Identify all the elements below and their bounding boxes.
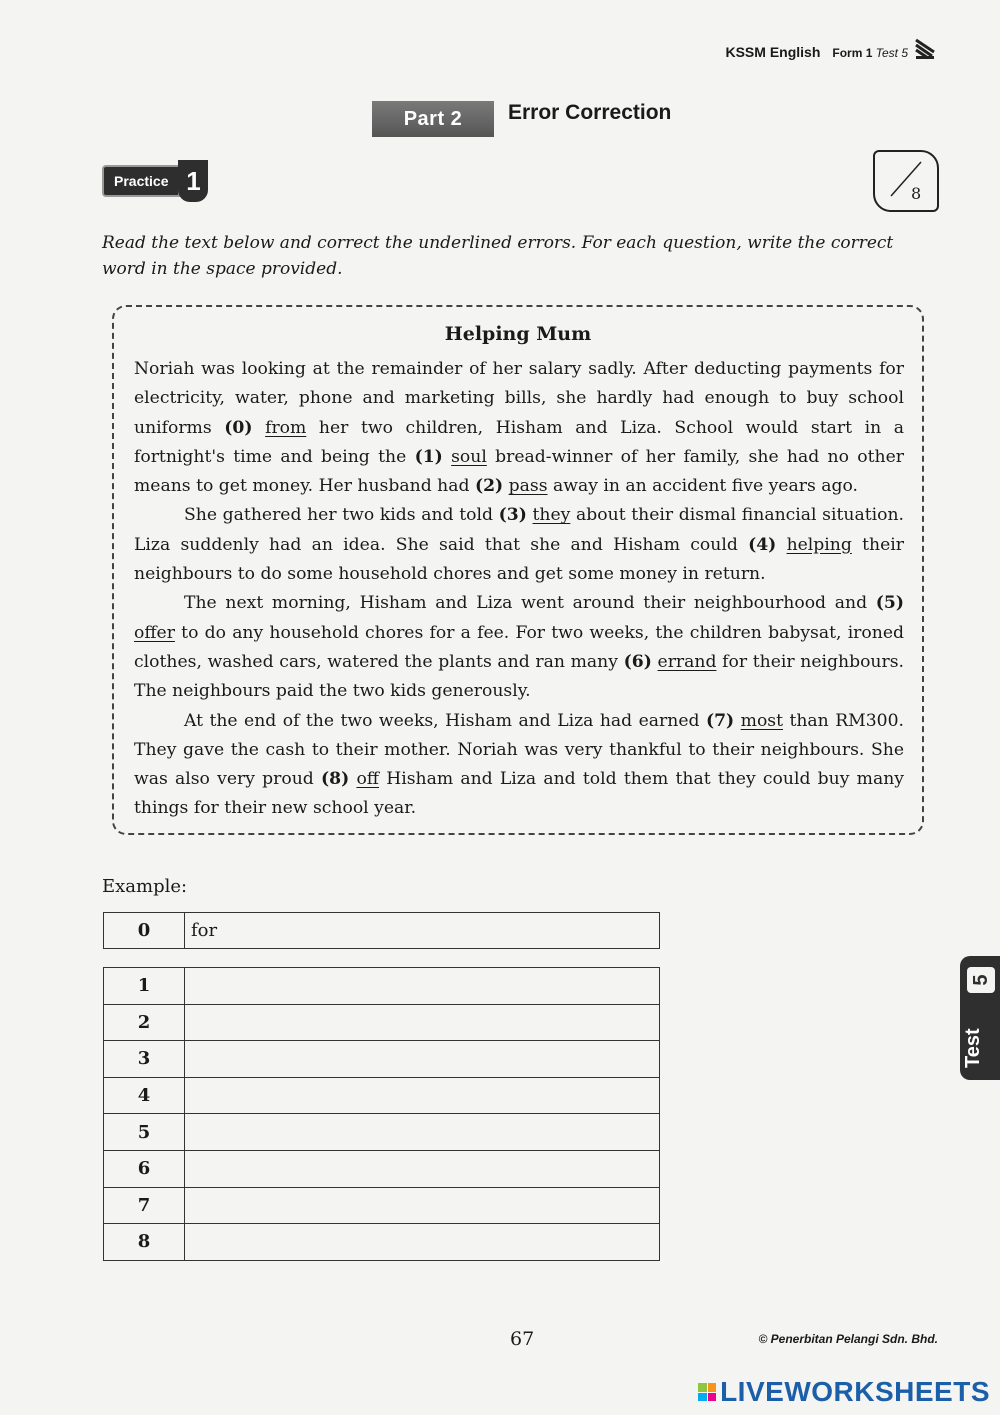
underlined-error-1: soul [451, 446, 487, 467]
table-row [104, 1041, 660, 1078]
practice-badge [102, 163, 208, 199]
answer-number: 8 [104, 1224, 185, 1261]
underlined-error-4: helping [786, 534, 852, 555]
watermark-text: LIVEWORKSHEETS [720, 1376, 990, 1407]
practice-number: 1 [178, 160, 208, 202]
running-header [725, 44, 908, 60]
underlined-error-5: offer [134, 622, 175, 643]
answer-field-2[interactable] [185, 1004, 660, 1041]
test-side-tab [960, 956, 1000, 1080]
answer-number: 4 [104, 1077, 185, 1114]
part-badge: Part 2 [372, 101, 494, 137]
passage-text [134, 355, 904, 824]
answer-field-3[interactable] [185, 1041, 660, 1078]
table-row [104, 1187, 660, 1224]
underlined-error-7: most [740, 710, 784, 731]
section-title: Error Correction [508, 101, 672, 124]
score-total: 8 [911, 184, 922, 203]
passage-title: Helping Mum [444, 323, 592, 345]
example-answer: for [185, 913, 660, 949]
side-tab-number: 5 [967, 967, 995, 993]
page-number: 67 [510, 1328, 535, 1350]
table-row [104, 1077, 660, 1114]
answer-field-6[interactable] [185, 1150, 660, 1187]
book-title: KSSM English [725, 44, 821, 60]
answer-number: 5 [104, 1114, 185, 1151]
underlined-error-8: off [356, 769, 380, 790]
liveworksheets-logo-icon [698, 1383, 716, 1401]
answer-table [103, 967, 660, 1261]
score-box [873, 150, 939, 212]
table-row [104, 1224, 660, 1261]
table-row [104, 968, 660, 1005]
instructions: Read the text below and correct the underlined errors. For each question, write the correct word in the space provided. [102, 233, 894, 279]
answer-field-7[interactable] [185, 1187, 660, 1224]
example-number: 0 [104, 913, 185, 949]
liveworksheets-watermark [698, 1376, 990, 1408]
form-test-label: Form 1 Test 5 [832, 46, 908, 60]
practice-label: Practice [102, 165, 180, 197]
paragraph-4: At the end of the two weeks, Hisham and Liza had earned (7) most than RM300. They gave the cash to their mother. Noriah was very thankful to their neighbours. She was also very proud (8) off Hisham and Liza and told them that they could buy many things for their new school year. [134, 710, 905, 819]
underlined-error-2: pass [508, 476, 548, 497]
answer-number: 6 [104, 1150, 185, 1187]
publisher-logo-icon [914, 38, 936, 60]
side-tab-label: Test [962, 1028, 984, 1068]
answer-number: 1 [104, 968, 185, 1005]
answer-field-1[interactable] [185, 968, 660, 1005]
table-row [104, 1150, 660, 1187]
answer-number: 3 [104, 1041, 185, 1078]
example-table [103, 912, 660, 949]
answer-field-4[interactable] [185, 1077, 660, 1114]
paragraph-1: Noriah was looking at the remainder of her salary sadly. After deducting payments for electricity, water, phone and marketing bills, she hardly had enough to buy school uniforms (0) from her two children, Hisham and Liza. School would start in a fortnight's time and being the (1) soul bread-winner of her family, she had no other means to get money. Her husband had (2) pass away in an accident five years ago. [134, 359, 904, 497]
answer-number: 2 [104, 1004, 185, 1041]
example-label: Example: [102, 876, 188, 897]
answer-number: 7 [104, 1187, 185, 1224]
answer-field-8[interactable] [185, 1224, 660, 1261]
paragraph-3: The next morning, Hisham and Liza went around their neighbourhood and (5) offer to do any household chores for a fee. For two weeks, the children babysat, ironed clothes, washed cars, watered the plants and ran many (6) errand for their neighbours. The neighbours paid the two kids generously. [134, 593, 904, 702]
table-row [104, 1004, 660, 1041]
answer-field-5[interactable] [185, 1114, 660, 1151]
table-row [104, 913, 660, 949]
copyright: © Penerbitan Pelangi Sdn. Bhd. [758, 1332, 938, 1346]
paragraph-2: She gathered her two kids and told (3) they about their dismal financial situation. Liza suddenly had an idea. She said that she and Hisham could (4) helping their neighbours to do some household chores and get some money in return. [134, 505, 904, 585]
underlined-error-0: from [265, 417, 307, 438]
score-slash-icon [875, 152, 937, 210]
underlined-error-6: errand [657, 651, 717, 672]
table-row [104, 1114, 660, 1151]
underlined-error-3: they [532, 505, 571, 526]
